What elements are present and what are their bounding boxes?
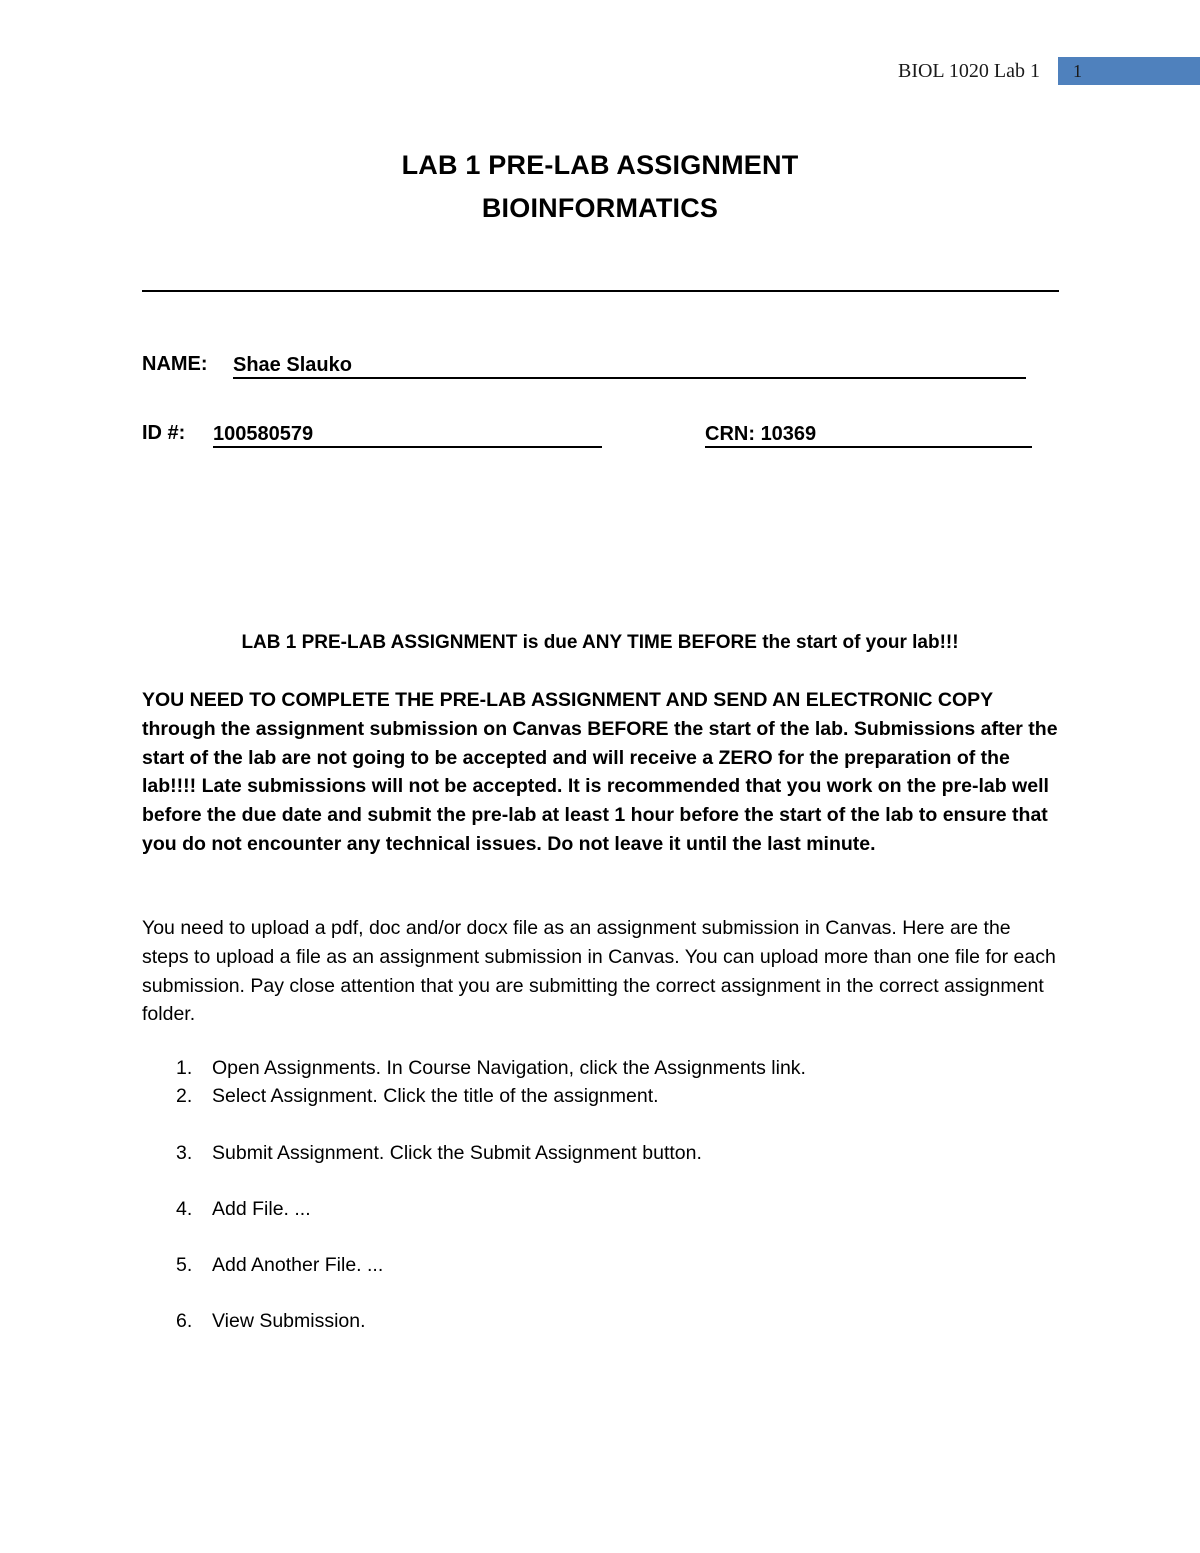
- step-number: 2.: [176, 1085, 193, 1107]
- step-number: 4.: [176, 1198, 193, 1220]
- crn-label: CRN:: [705, 423, 755, 445]
- upload-instructions: You need to upload a pdf, doc and/or docx file as an assignment submission in Canvas. Here are the steps to upload a file as an assignment submission in Canvas. You can upload more than one file for each submission. Pay close attention that you are submitting the correct assignment in the correct assignment folder.: [142, 917, 1056, 1026]
- crn-field[interactable]: [705, 422, 1032, 448]
- id-field[interactable]: 100580579: [213, 422, 602, 448]
- step-number: 3.: [176, 1142, 193, 1164]
- step-number: 5.: [176, 1254, 193, 1276]
- step-text: Add File. ...: [212, 1198, 311, 1220]
- list-item: [176, 1057, 806, 1080]
- name-label: NAME:: [142, 353, 208, 375]
- list-item: [176, 1085, 659, 1108]
- step-text: Add Another File. ...: [212, 1254, 384, 1276]
- step-number: 6.: [176, 1310, 193, 1332]
- document-subtitle: BIOINFORMATICS: [481, 193, 719, 223]
- course-header: BIOL 1020 Lab 1: [897, 60, 1040, 82]
- step-text: View Submission.: [212, 1310, 366, 1332]
- submission-instructions: YOU NEED TO COMPLETE THE PRE-LAB ASSIGNMENT AND SEND AN ELECTRONIC COPY through the assignment submission on Canvas BEFORE the start of the lab. Submissions after the start of the lab are not going to be accepted and will receive a ZERO for the preparation of the lab!!!! Late submissions will not be accepted. It is recommended that you work on the pre-lab well before the due date and submit the pre-lab at least 1 hour before the start of the lab to ensure that you do not encounter any technical issues. Do not leave it until the last minute.: [142, 689, 1058, 855]
- document-title: LAB 1 PRE-LAB ASSIGNMENT: [401, 150, 799, 180]
- step-text: Submit Assignment. Click the Submit Assignment button.: [212, 1142, 702, 1164]
- list-item: [176, 1254, 383, 1277]
- id-label: ID #:: [142, 422, 186, 444]
- list-item: [176, 1310, 366, 1333]
- list-item: [176, 1142, 702, 1165]
- due-notice: LAB 1 PRE-LAB ASSIGNMENT is due ANY TIME BEFORE the start of your lab!!!: [241, 632, 959, 653]
- list-item: [176, 1198, 311, 1221]
- page-number: 1: [1073, 61, 1082, 81]
- step-text: Select Assignment. Click the title of the assignment.: [212, 1085, 659, 1107]
- step-text: Open Assignments. In Course Navigation, click the Assignments link.: [212, 1057, 806, 1079]
- page-number-box: [1058, 57, 1200, 85]
- step-number: 1.: [176, 1057, 193, 1079]
- crn-value: 10369: [760, 423, 817, 445]
- title-divider: [142, 290, 1059, 292]
- name-field[interactable]: Shae Slauko: [233, 353, 1026, 379]
